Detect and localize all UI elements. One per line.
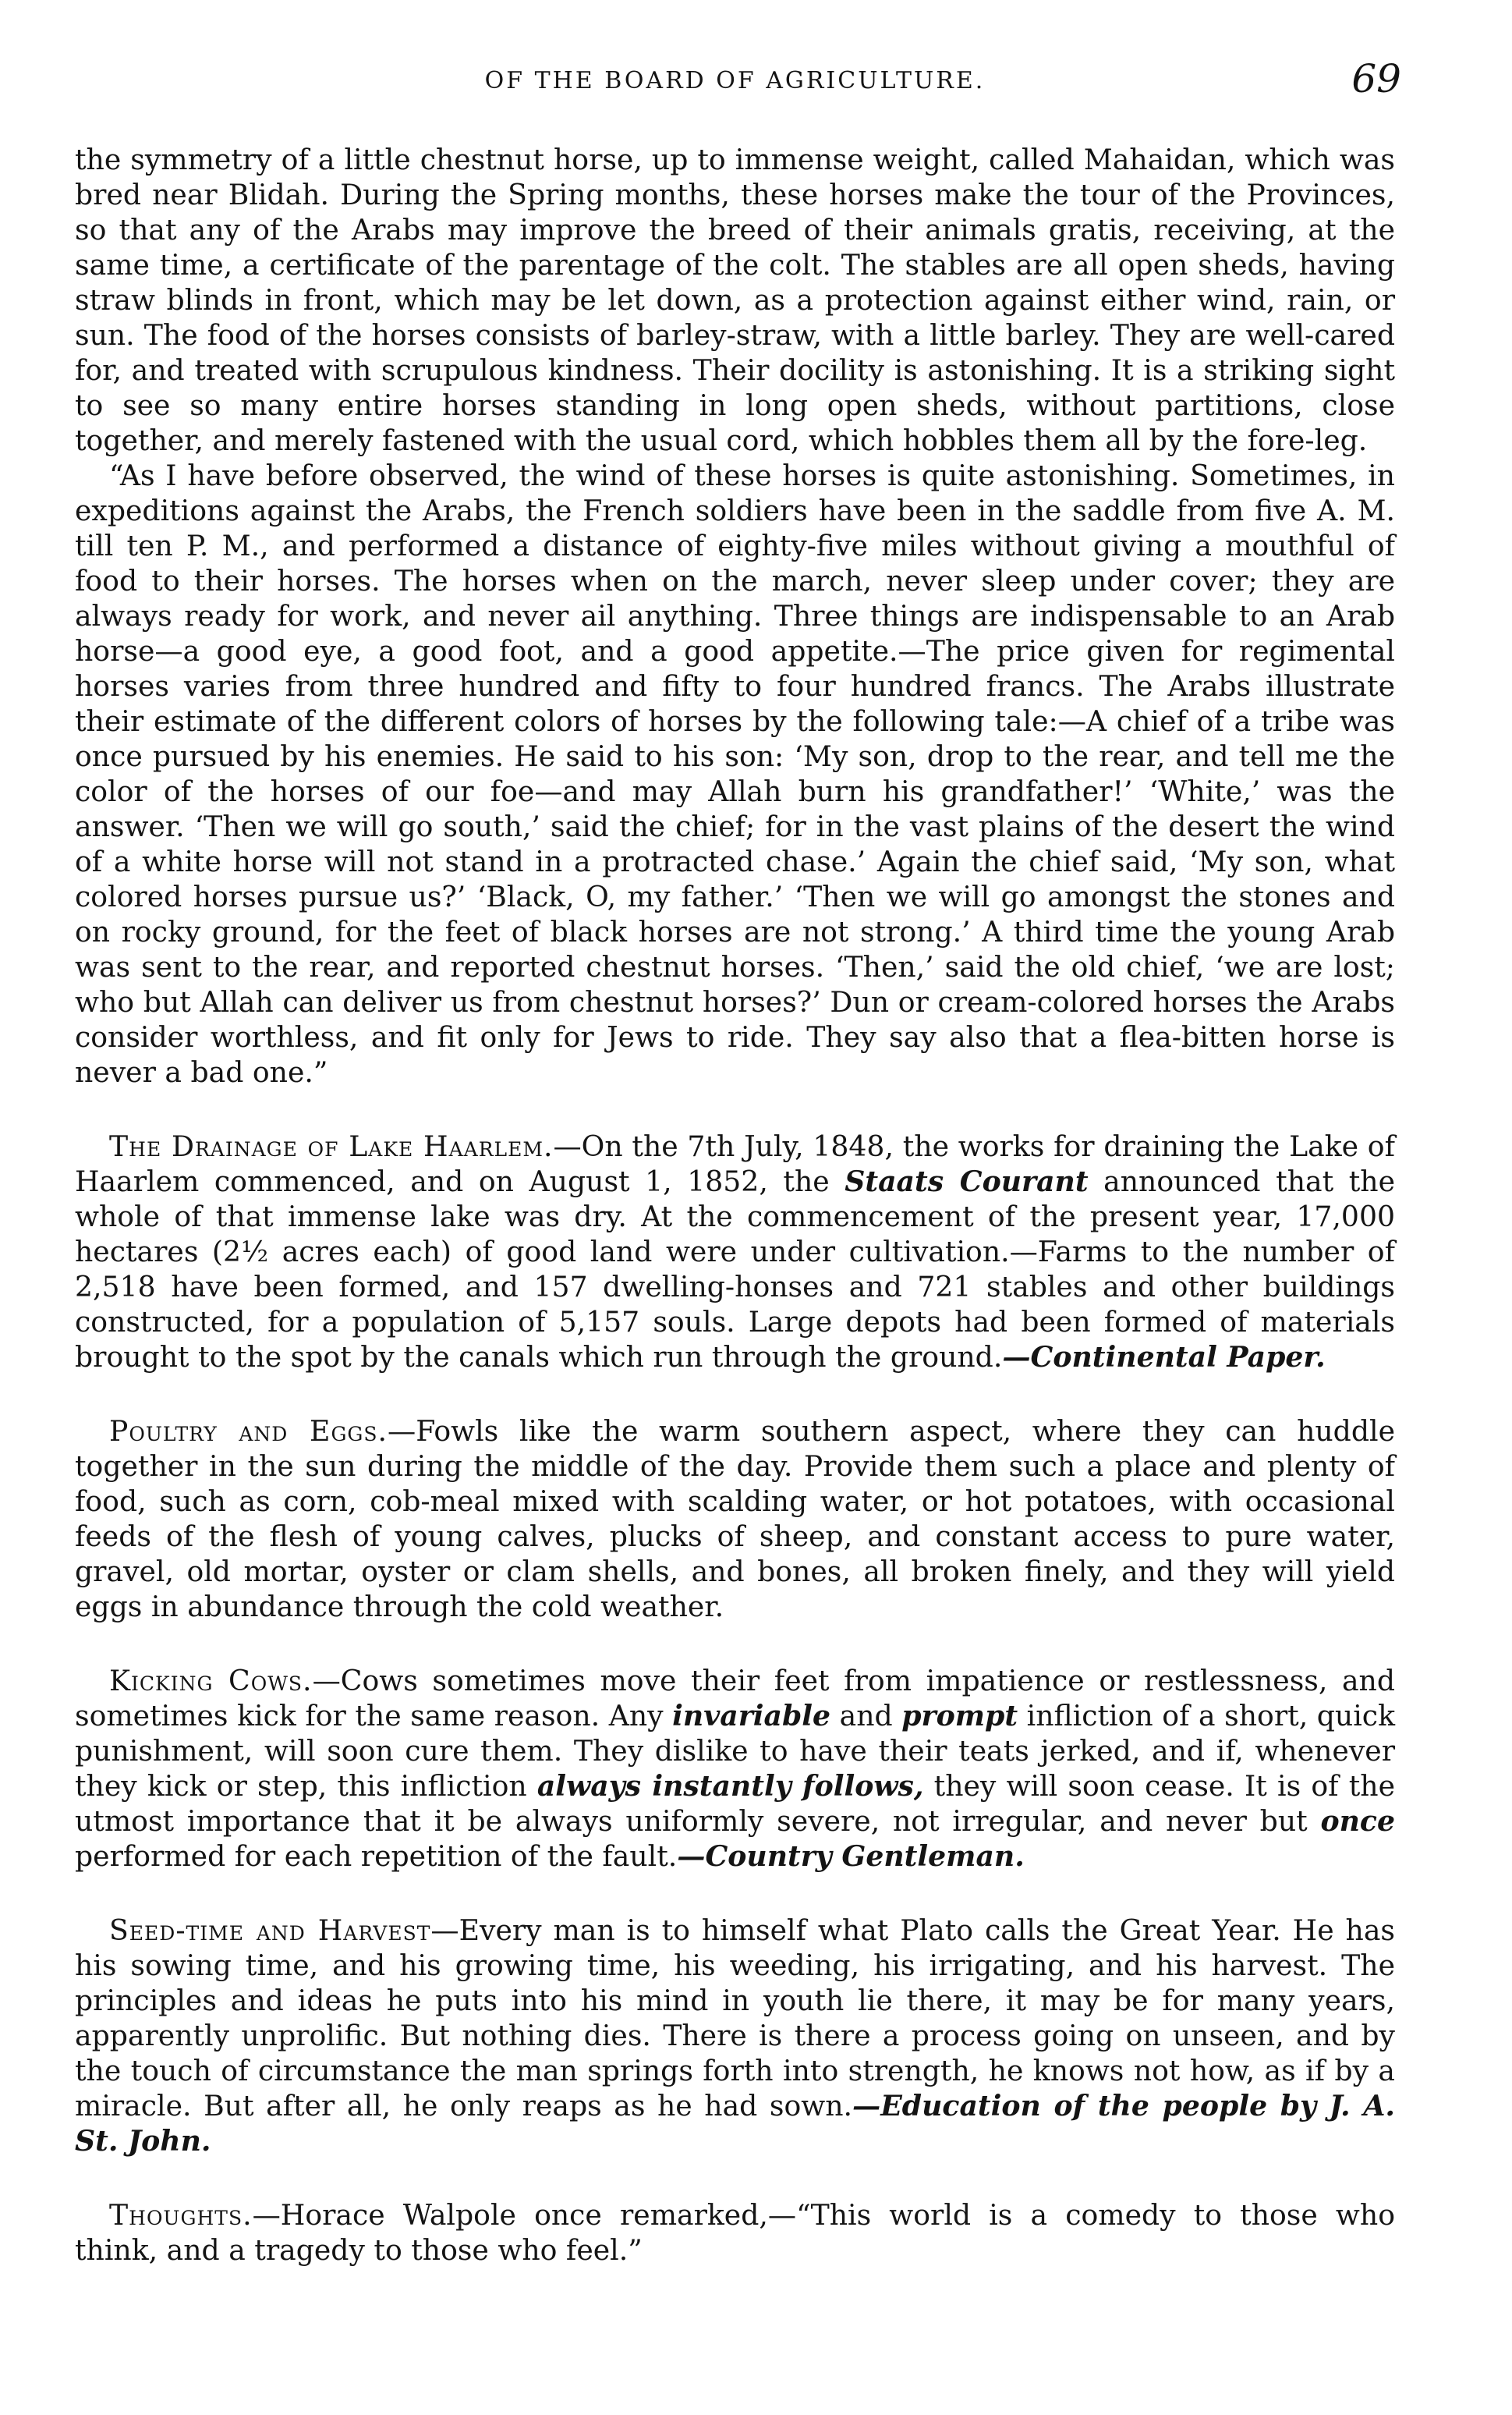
article-body: —Cows sometimes move their feet from impatience or restlessness, and sometimes kick for the same reason. Any — [75, 1664, 1395, 1732]
article-body: announced that the whole of that immense lake was dry. At the commencement of the present year, 17,000 hectares (2½ acres each) of good land were under cultivation.—Farms to the number of 2,518 have been formed, and 157 dwelling-honses and 721 stables and other buildings constructed, for a population of 5,157 souls. Large depots had been formed of materials brought to the spot by the canals which run through the ground. — [75, 1165, 1395, 1374]
horses-paragraph-2: “As I have before observed, the wind of these horses is quite astonishing. Sometimes, in expeditions against the Arabs, the French soldiers have been in the saddle from five A. M. till ten P. M., and performed a distance of eighty-five miles without giving a mouthful of food to their horses. The horses when on the march, never sleep under cover; they are always ready for work, and never ail anything. Three things are indispensable to an Arab horse—a good eye, a good foot, and a good appetite.—The price given for regimental horses varies from three hundred and fifty to four hundred francs. The Arabs illustrate their estimate of the different colors of horses by the following tale:—A chief of a tribe was once pursued by his enemies. He said to his son: ‘My son, drop to the rear, and tell me the color of the horses of our foe—and may Allah burn his grandfather!’ ‘White,’ was the answer. ‘Then we will go south,’ said the chief; for in the vast plains of the desert the wind of a white horse will not stand in a protracted chase.’ Again the chief said, ‘My son, what colored horses pursue us?’ ‘Black, O, my father.’ ‘Then we will go amongst the stones and on rocky ground, for the feet of black horses are not strong.’ A third time the young Arab was sent to the rear, and reported chestnut horses. ‘Then,’ said the old chief, ‘we are lost; who but Allah can deliver us from chestnut horses?’ Dun or cream-colored horses the Arabs consider worthless, and fit only for Jews to ride. They say also that a flea-bitten horse is never a bad one.” — [75, 459, 1395, 1089]
article-poultry — [75, 1413, 1395, 1624]
article-body: —On the 7th July, 1848, the works for draining the Lake of Haarlem commenced, and on August 1, 1852, the — [75, 1129, 1395, 1198]
article-seed-time — [75, 1913, 1395, 2158]
emphasis-text: Staats Courant — [845, 1165, 1089, 1198]
article-body: —Every man is to himself what Plato calls the Great Year. He has his sowing time, and his growing time, his weeding, his irrigating, and his harvest. The principles and ideas he puts into his mind in youth lie there, it may be for many years, apparently unprolific. But nothing dies. There is there a process going on unseen, and by the touch of circumstance the man springs forth into strength, he knows not how, as if by a miracle. But after all, he only reaps as he had sown. — [75, 1913, 1395, 2122]
page-number: 69 — [1351, 56, 1401, 101]
emphasis-text: once — [1320, 1804, 1395, 1838]
article-heading: Poultry and Eggs. — [109, 1414, 388, 1448]
article-source: —Education of the people by J. A. St. John. — [75, 2089, 1396, 2158]
running-header — [75, 56, 1401, 115]
horses-paragraph-1: the symmetry of a little chestnut horse, up to immense weight, called Mahaidan, which was bred near Blidah. During the Spring months, these horses make the tour of the Provinces, so that any of the Arabs may improve the breed of their animals gratis, receiving, at the same time, a certificate of the parentage of the colt. The stables are all open sheds, having straw blinds in front, which may be let down, as a protection against either wind, rain, or sun. The food of the horses consists of barley-straw, with a little barley. They are well-cared for, and treated with scrupulous kindness. Their docility is astonishing. It is a striking sight to see so many entire horses standing in long open sheds, without partitions, close together, and merely fastened with the usual cord, which hobbles them all by the fore-leg. — [75, 143, 1395, 457]
article-body: they will soon cease. It is of the utmost importance that it be always uniformly severe, not irregular, and never but — [75, 1769, 1395, 1838]
article-body: —Fowls like the warm southern aspect, where they can huddle together in the sun during the middle of the day. Provide them such a place and plenty of food, such as corn, cob-meal mixed with scalding water, or hot potatoes, with occasional feeds of the flesh of young calves, plucks of sheep, and constant access to pure water, gravel, old mortar, oyster or clam shells, and bones, all broken finely, and they will yield eggs in abundance through the cold weather. — [75, 1414, 1396, 1623]
article-kicking-cows — [75, 1663, 1395, 1874]
article-haarlem — [75, 1129, 1395, 1374]
article-body: infliction of a short, quick punishment, will soon cure them. They dislike to have their teats jerked, and if, whenever they kick or step, this infliction — [75, 1699, 1396, 1803]
article-source: —Country Gentleman. — [677, 1839, 1025, 1873]
article-heading: Kicking Cows. — [109, 1664, 313, 1697]
emphasis-text: always instantly follows, — [536, 1769, 924, 1803]
article-heading: Seed-time and Harvest — [109, 1913, 431, 1947]
article-body: performed for each repetition of the fault. — [75, 1839, 678, 1873]
article-body: and — [830, 1699, 902, 1732]
running-title: OF THE BOARD OF AGRICULTURE. — [484, 67, 986, 94]
article-thoughts — [75, 2197, 1395, 2268]
emphasis-text: prompt — [901, 1699, 1018, 1732]
article-body: —Horace Walpole once remarked,—“This world is a comedy to those who think, and a tragedy to those who feel.” — [75, 2198, 1395, 2267]
article-heading: The Drainage of Lake Haarlem. — [109, 1129, 554, 1163]
emphasis-text: invariable — [672, 1699, 831, 1732]
article-heading: Thoughts. — [109, 2198, 253, 2232]
article-source: —Continental Paper. — [1002, 1340, 1326, 1374]
